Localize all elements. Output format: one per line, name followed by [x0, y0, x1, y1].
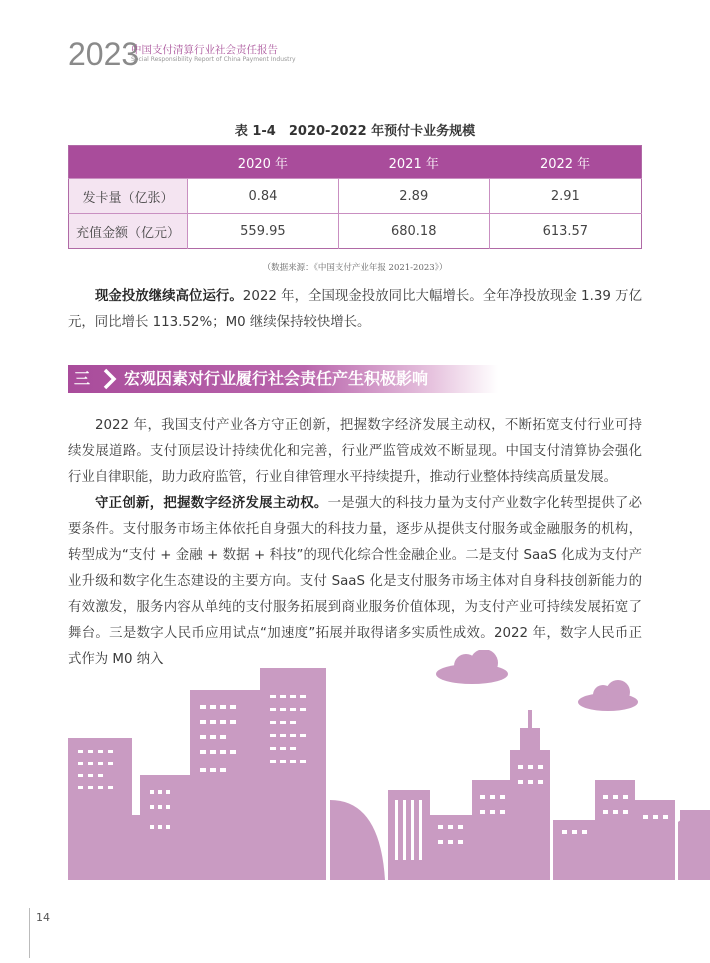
paragraph-innovation	[68, 491, 642, 673]
table-row	[69, 214, 642, 249]
page-number: 14	[36, 911, 50, 924]
table-cell: 613.57	[489, 214, 641, 249]
paragraph-body: 2022 年，全国现金投放同比大幅增长。全年净投放现金 1.39 万亿元，同比增长 113.52%；M0 继续保持较快增长。	[68, 289, 642, 330]
section-heading	[68, 365, 498, 393]
row-label: 发卡量（亿张）	[69, 179, 188, 214]
table-cell: 2.91	[489, 179, 641, 214]
table-header-cell: 2022 年	[489, 146, 641, 179]
report-year: 2023	[68, 36, 140, 72]
report-title-en: Social Responsibility Report of China Payment Industry	[131, 56, 296, 63]
table-header-cell: 2020 年	[188, 146, 339, 179]
page-number-divider	[29, 908, 30, 958]
paragraph-cash	[68, 284, 642, 336]
table-header-row	[69, 146, 642, 179]
table-cell: 559.95	[188, 214, 339, 249]
table-header-cell	[69, 146, 188, 179]
section-number: 三	[73, 369, 90, 388]
paragraph-body: 一是强大的科技力量为支付产业数字化转型提供了必要条件。支付服务市场主体依托自身强大的科技力量，逐步从提供支付服务或金融服务的机构，转型成为“支付 + 金融 + 数据 + 科技”的现代化综合性金融企业。二是支付 SaaS 化成为支付产业升级和数字化生态建设的主要方向。支付 SaaS 化是支付服务市场主体对自身科技创新能力的有效激发，服务内容从单纯的支付服务拓展到商业服务价值体现，为支付产业可持续发展拓宽了舞台。三是数字人民币应用试点“加速度”拓展并取得诸多实质性成效。2022 年，数字人民币正式作为 M0 纳入	[68, 496, 643, 667]
table-cell: 0.84	[188, 179, 339, 214]
report-title-cn: 中国支付清算行业社会责任报告	[131, 44, 278, 56]
table-cell: 680.18	[338, 214, 489, 249]
paragraph-lead: 守正创新，把握数字经济发展主动权。	[95, 496, 328, 511]
section-title: 宏观因素对行业履行社会责任产生积极影响	[124, 369, 429, 388]
paragraph-intro: 2022 年，我国支付产业各方守正创新，把握数字经济发展主动权，不断拓宽支付行业可持续发展道路。支付顶层设计持续优化和完善，行业严监管成效不断显现。中国支付清算协会强化行业自律职能，助力政府监管，行业自律管理水平持续提升，推动行业整体持续高质量发展。	[68, 418, 642, 485]
city-skyline-illustration	[0, 650, 710, 880]
table-header-cell: 2021 年	[338, 146, 489, 179]
chevron-right-icon	[96, 365, 124, 393]
table-row	[69, 179, 642, 214]
row-label: 充值金额（亿元）	[69, 214, 188, 249]
table-cell: 2.89	[338, 179, 489, 214]
paragraph-lead: 现金投放继续高位运行。	[95, 289, 243, 304]
prepaid-card-table	[68, 145, 642, 249]
table-caption: 表 1-4 2020-2022 年预付卡业务规模	[234, 124, 476, 139]
table-source-note: （数据来源：《中国支付产业年报 2021-2023》）	[262, 263, 448, 273]
